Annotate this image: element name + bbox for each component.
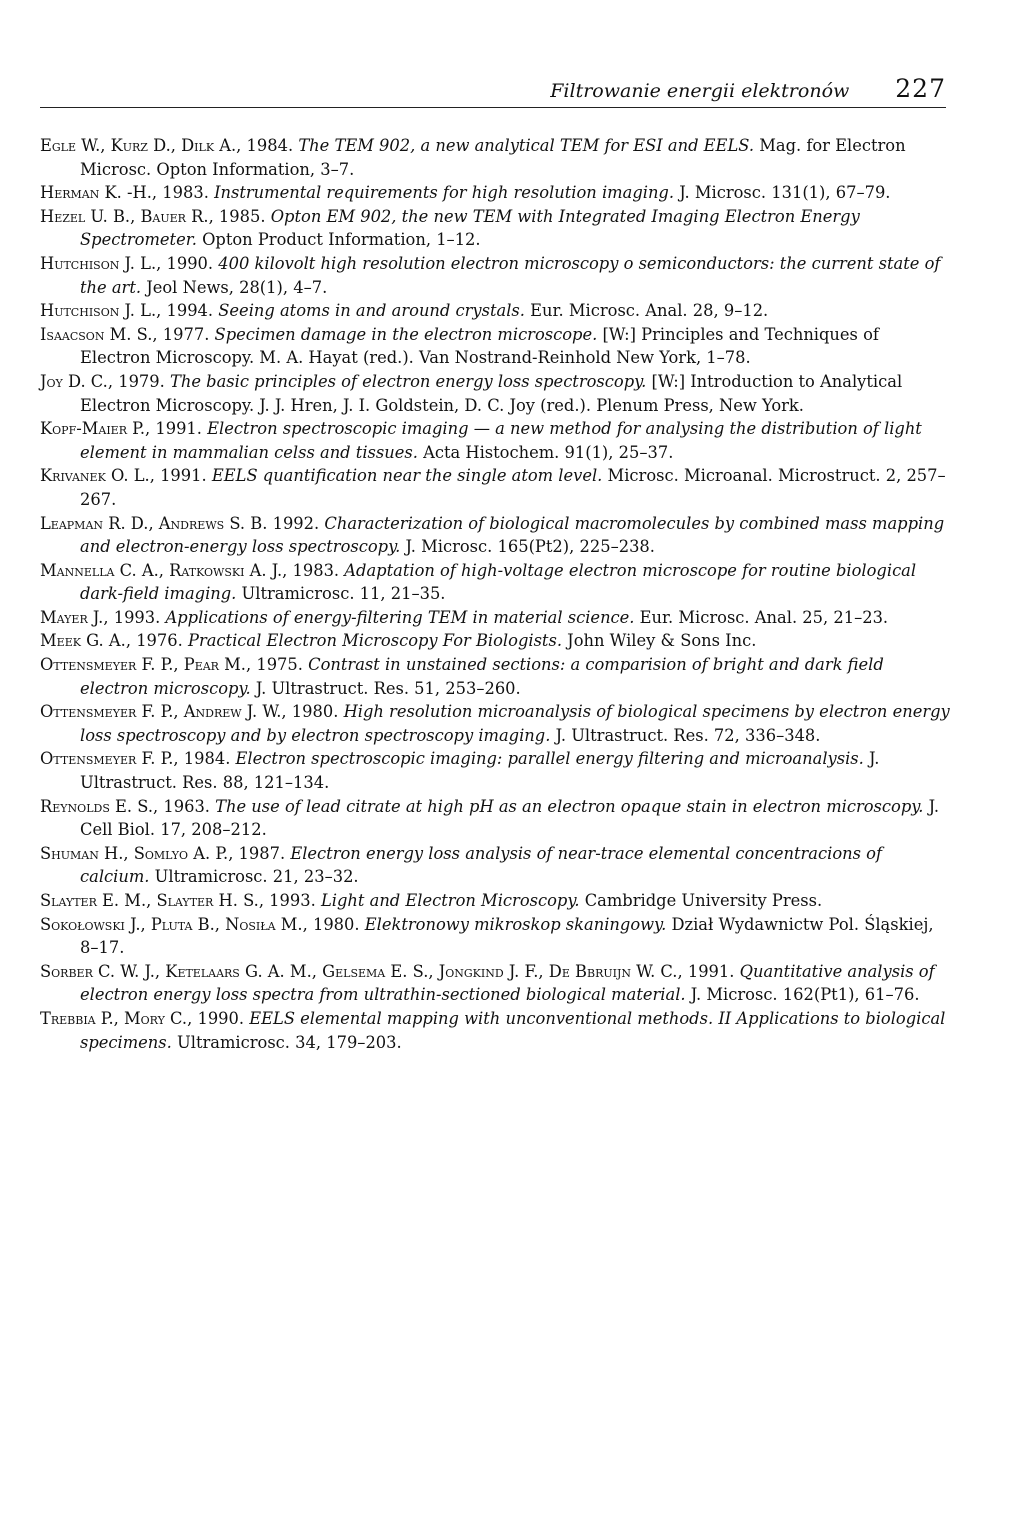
- reference-list: [40, 134, 952, 1054]
- reference-authors: Isaacson M. S.: [40, 324, 153, 344]
- reference-entry: [40, 700, 952, 747]
- reference-title: Electron spectroscopic imaging — a new method for analysing the distribution of light element in mammalian celss and tissues.: [80, 419, 922, 462]
- reference-source: [W:] Principles and Techniques of Electron Microscopy. M. A. Hayat (red.). Van Nostrand-Reinhold New York, 1–78.: [80, 324, 879, 368]
- reference-authors: Hutchison J. L.: [40, 301, 157, 321]
- reference-source: Ultramicrosc. 11, 21–35.: [236, 584, 446, 604]
- reference-authors: Mayer J.: [40, 607, 104, 627]
- reference-authors: Kopf-Maier P.: [40, 419, 145, 439]
- reference-year: , 1993.: [258, 891, 321, 910]
- reference-source: Eur. Microsc. Anal. 25, 21–23.: [634, 607, 889, 627]
- reference-title: The basic principles of electron energy loss spectroscopy.: [170, 371, 647, 391]
- reference-source: Acta Histochem. 91(1), 25–37.: [417, 442, 674, 462]
- reference-year: , 1984.: [173, 749, 236, 769]
- reference-year: , 1987.: [228, 843, 291, 863]
- reference-title: Specimen damage in the electron microscope.: [214, 324, 598, 344]
- reference-authors: Ottensmeyer F. P.: [40, 749, 174, 769]
- reference-entry: [40, 559, 952, 606]
- reference-year: , 1983.: [282, 560, 345, 580]
- reference-entry: [40, 913, 952, 960]
- reference-title: The use of lead citrate at high pH as an electron opaque stain in electron microscopy.: [215, 796, 924, 816]
- reference-source: John Wiley & Sons Inc.: [562, 631, 757, 651]
- reference-year: 1992.: [267, 513, 325, 533]
- reference-source: [W:] Introduction to Analytical Electron Microscopy. J. J. Hren, J. I. Goldstein, D. C. Joy (red.). Plenum Press, New York.: [80, 371, 903, 415]
- reference-title: The TEM 902, a new analytical TEM for ESI and EELS.: [298, 136, 755, 155]
- running-title: Filtrowanie energii elektronów: [550, 80, 850, 102]
- reference-source: Ultramicrosc. 21, 23–32.: [149, 867, 359, 887]
- reference-year: , 1991.: [677, 961, 740, 981]
- reference-entry: [40, 181, 952, 205]
- reference-title: High resolution microanalysis of biological specimens by electron energy loss spectroscopy and by electron spectroscopy imaging.: [80, 702, 950, 745]
- reference-year: , 1976.: [125, 631, 188, 651]
- reference-authors: Shuman H., Somlyo A. P.: [40, 843, 229, 863]
- reference-title: EELS quantification near the single atom level.: [211, 466, 603, 486]
- reference-authors: Meek G. A.: [40, 631, 126, 651]
- reference-source: J. Ultrastruct. Res. 72, 336–348.: [550, 725, 821, 745]
- reference-title: Elektronowy mikroskop skaningowy.: [364, 914, 667, 934]
- reference-source: Dział Wydawnictw Pol. Śląskiej, 8–17.: [80, 914, 934, 958]
- reference-authors: Hezel U. B., Bauer R.: [40, 206, 209, 226]
- reference-authors: Slayter E. M., Slayter H. S.: [40, 891, 259, 910]
- reference-year: , 1977.: [152, 324, 215, 344]
- reference-title: Light and Electron Microscopy.: [320, 891, 580, 910]
- reference-source: J. Ultrastruct. Res. 88, 121–134.: [80, 749, 880, 793]
- reference-title: Characterization of biological macromolecules by combined mass mapping and electron-energy loss spectroscopy.: [80, 513, 945, 557]
- reference-entry: [40, 299, 952, 323]
- reference-title: Opton EM 902, the new TEM with Integrated Imaging Electron Energy Spectrometer.: [80, 206, 860, 250]
- reference-source: Mag. for Electron Microsc. Opton Information, 3–7.: [80, 136, 906, 179]
- reference-source: Cambridge University Press.: [579, 891, 823, 910]
- reference-entry: [40, 464, 952, 511]
- reference-source: Jeol News, 28(1), 4–7.: [141, 277, 328, 297]
- reference-source: Eur. Microsc. Anal. 28, 9–12.: [524, 301, 769, 321]
- reference-source: J. Cell Biol. 17, 208–212.: [80, 796, 940, 840]
- reference-entry: [40, 606, 952, 630]
- reference-year: , 1980.: [281, 702, 344, 722]
- reference-year: , 1980.: [302, 914, 365, 934]
- reference-title: Adaptation of high-voltage electron microscope for routine biological dark-field imaging.: [80, 560, 917, 604]
- reference-entry: [40, 889, 952, 913]
- reference-source: Microsc. Microanal. Microstruct. 2, 257–267.: [80, 466, 946, 509]
- reference-title: Quantitative analysis of electron energy loss spectra from ultrathin-sectioned biological material.: [80, 961, 935, 1005]
- reference-authors: Sorber C. W. J., Ketelaars G. A. M., Gelsema E. S., Jongkind J. F., De Bbruijn W. C.: [40, 961, 678, 981]
- reference-authors: Reynolds E. S.: [40, 796, 154, 816]
- reference-year: , 1963.: [153, 796, 216, 816]
- reference-entry: [40, 370, 952, 417]
- reference-authors: Mannella C. A., Ratkowski A. J.: [40, 560, 283, 580]
- reference-authors: Hutchison J. L.: [40, 253, 157, 273]
- reference-authors: Ottensmeyer F. P., Pear M.: [40, 655, 246, 675]
- reference-year: , 1983.: [151, 183, 215, 203]
- reference-entry: [40, 795, 952, 842]
- reference-title: 400 kilovolt high resolution electron microscopy o semiconductors: the current state of the art.: [80, 253, 941, 297]
- reference-entry: [40, 653, 952, 700]
- reference-entry: [40, 417, 952, 464]
- reference-entry: [40, 205, 952, 252]
- reference-year: , 1985.: [208, 206, 271, 226]
- reference-year: , 1991.: [145, 419, 208, 439]
- reference-entry: [40, 747, 952, 794]
- reference-authors: Leapman R. D., Andrews S. B.: [40, 513, 268, 533]
- reference-source: J. Microsc. 162(Pt1), 61–76.: [685, 985, 920, 1005]
- reference-title: EELS elemental mapping with unconventional methods. II Applications to biological specimens.: [80, 1008, 946, 1052]
- reference-authors: Herman K. -H.: [40, 183, 152, 203]
- reference-entry: [40, 629, 952, 653]
- reference-title: Instrumental requirements for high resolution imaging.: [214, 183, 675, 203]
- reference-entry: [40, 252, 952, 299]
- reference-year: , 1990.: [156, 253, 219, 273]
- reference-authors: Trebbia P., Mory C.: [40, 1008, 188, 1028]
- page-number: 227: [895, 74, 946, 103]
- reference-year: , 1990.: [187, 1008, 250, 1028]
- reference-title: Contrast in unstained sections: a comparision of bright and dark field electron microscopy.: [80, 655, 884, 698]
- reference-source: J. Microsc. 131(1), 67–79.: [674, 183, 891, 203]
- reference-source: J. Microsc. 165(Pt2), 225–238.: [400, 537, 655, 557]
- reference-source: Ultramicrosc. 34, 179–203.: [171, 1032, 402, 1052]
- reference-source: Opton Product Information, 1–12.: [196, 230, 481, 250]
- reference-title: Practical Electron Microscopy For Biologists.: [187, 631, 562, 651]
- reference-entry: [40, 323, 952, 370]
- reference-authors: Krivanek O. L.: [40, 466, 150, 486]
- reference-year: , 1994.: [156, 301, 219, 321]
- page-header: [40, 74, 946, 108]
- reference-title: Seeing atoms in and around crystals.: [218, 301, 525, 321]
- reference-year: , 1993.: [103, 607, 166, 627]
- reference-title: Applications of energy-filtering TEM in material science.: [165, 607, 635, 627]
- reference-entry: [40, 960, 952, 1007]
- reference-title: Electron spectroscopic imaging: parallel energy filtering and microanalysis.: [235, 749, 864, 769]
- reference-year: , 1991.: [149, 466, 212, 486]
- reference-authors: Ottensmeyer F. P., Andrew J. W.: [40, 702, 282, 722]
- reference-authors: Joy D. C.: [40, 371, 108, 391]
- reference-authors: Egle W., Kurz D., Dilk A.: [40, 136, 237, 155]
- reference-entry: [40, 842, 952, 889]
- reference-entry: [40, 512, 952, 559]
- reference-authors: Sokołowski J., Pluta B., Nosiła M.: [40, 914, 303, 934]
- reference-title: Electron energy loss analysis of near-trace elemental concentracions of calcium.: [80, 843, 882, 887]
- reference-year: , 1984.: [236, 136, 299, 155]
- reference-year: , 1975.: [245, 655, 309, 675]
- reference-source: J. Ultrastruct. Res. 51, 253–260.: [250, 678, 521, 698]
- reference-entry: [40, 1007, 952, 1054]
- reference-year: , 1979.: [107, 371, 170, 391]
- reference-entry: [40, 134, 952, 181]
